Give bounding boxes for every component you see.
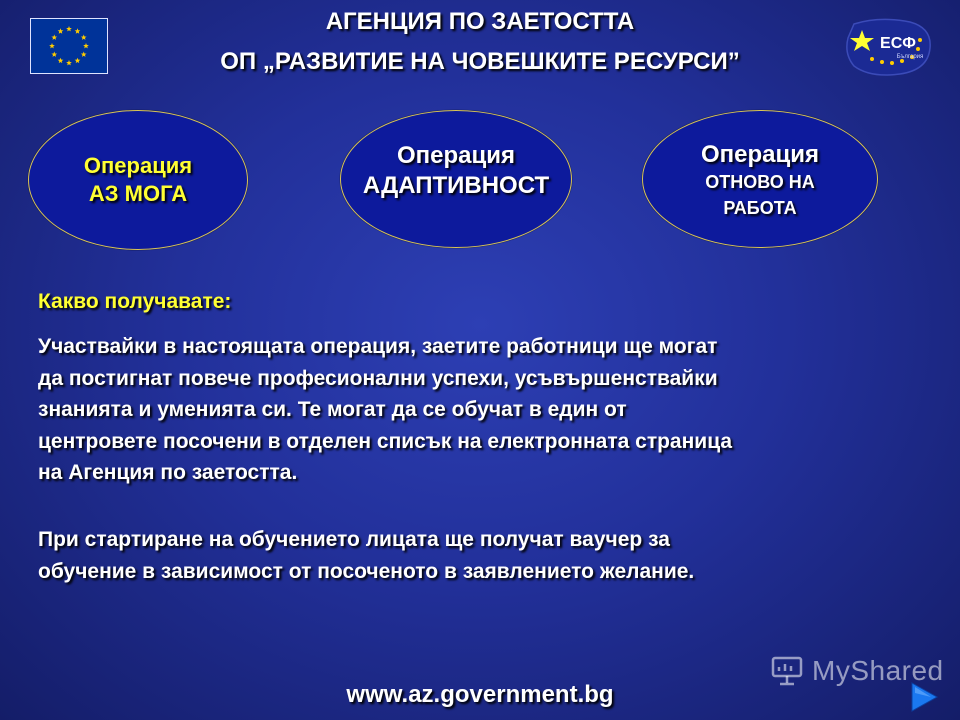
operation-adaptivnost [340,110,572,248]
agency-title: АГЕНЦИЯ ПО ЗАЕТОСТТА [325,8,635,35]
esf-logo-country: България [896,54,924,60]
operation-otnovo-na-rabota [642,110,878,248]
text-line: центровете посочени в отделен списък на електронната страница [38,429,733,453]
operation-label: Операция [83,153,193,178]
operation-name: АЗ МОГА [88,181,188,206]
operation-label: Операция [396,142,516,169]
operation-name: АДАПТИВНОСТ [362,172,550,199]
operation-az-moga [28,110,248,250]
voucher-paragraph [38,524,938,587]
benefits-paragraph [38,331,938,489]
operation-name-line1: ОТНОВО НА [705,172,815,192]
operation-label: Операция [700,141,820,168]
text-line: обучение в зависимост от посоченото в заявлението желание. [38,559,695,583]
operation-name-line2: РАБОТА [723,198,797,218]
website-url[interactable]: www.az.government.bg [346,681,614,708]
text-line: При стартиране на обучението лицата ще получат ваучер за [38,528,670,551]
esf-logo-text: ЕСФ [880,35,916,52]
text-line: да постигнат повече професионални успехи, усъвършенствайки [38,366,718,390]
watermark-text: MyShared [812,655,944,686]
text-line: знанията и уменията си. Те могат да се обучат в един от [38,398,627,421]
text-line: Участвайки в настоящата операция, заетите работници ще могат [38,335,718,358]
next-slide-button[interactable] [909,681,939,713]
program-title: ОП „РАЗВИТИЕ НА ЧОВЕШКИТЕ РЕСУРСИ” [220,48,740,75]
section-heading: Какво получавате: [38,290,232,313]
play-next-icon [909,681,939,713]
presentation-icon [770,655,804,687]
text-line: на Агенция по заетостта. [38,461,298,484]
esf-logo-icon [840,14,936,80]
